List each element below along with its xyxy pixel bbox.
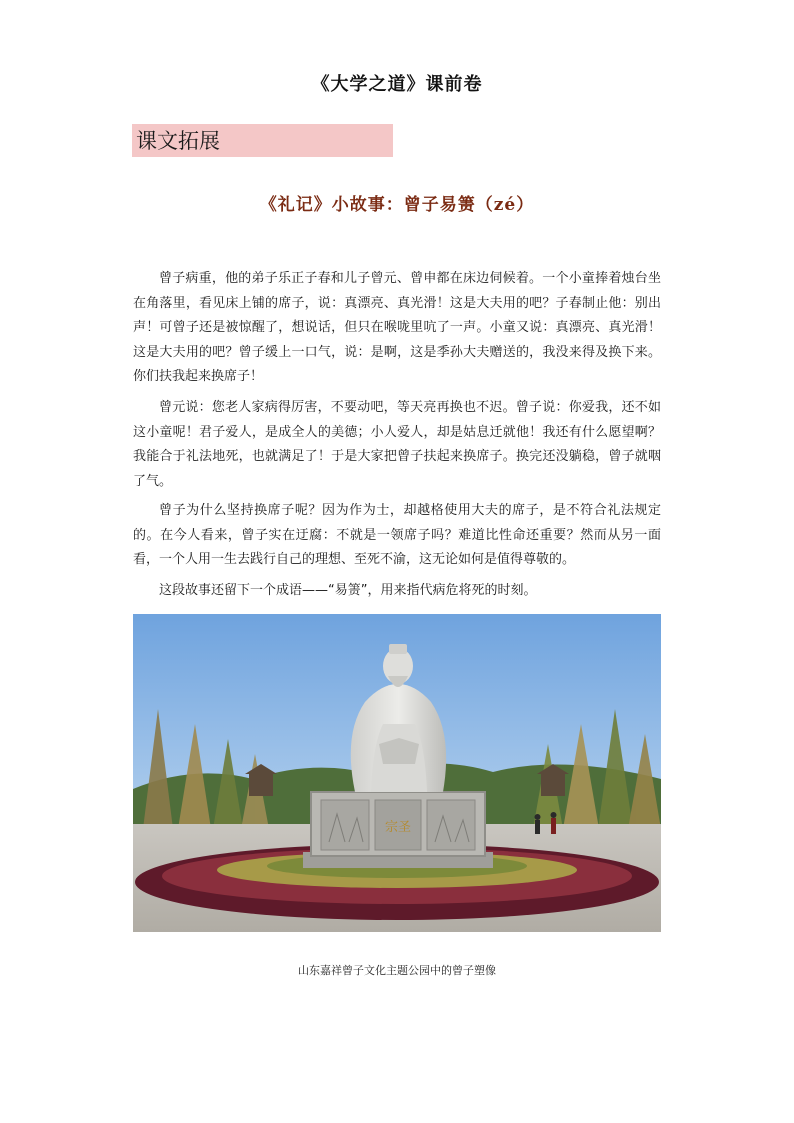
paragraph-2: 曾元说：您老人家病得厉害，不要动吧，等天亮再换也不迟。曾子说：你爱我，还不如这小童呢！君子爱人，是成全人的美德；小人爱人，却是姑息迁就他！我还有什么愿望啊？我能合于礼法地死，也就满足了！于是大家把曾子扶起来换席子。换完还没躺稳，曾子就咽了气。 [133,400,661,489]
story-heading: 《礼记》小故事：曾子易箦（zé） [259,195,535,215]
paragraph-1: 曾子病重，他的弟子乐正子春和儿子曾元、曾申都在床边伺候着。一个小童捧着烛台坐在角落里，看见床上铺的席子，说：真漂亮、真光滑！这是大夫用的吧？子春制止他：别出声！可曾子还是被惊醒了，想说话，但只在喉咙里吭了一声。小童又说：真漂亮、真光滑！这是大夫用的吧？曾子缓上一口气，说：是啊，这是季孙大夫赠送的，我没来得及换下来。你们扶我起来换席子！ [133,271,661,384]
document-title: 《大学之道》课前卷 [311,74,483,95]
statue-photo [133,614,661,932]
photo-caption: 山东嘉祥曾子文化主题公园中的曾子塑像 [298,964,496,977]
section-label-banner: 课文拓展 [132,124,393,157]
paragraph-4: 这段故事还留下一个成语——“易箦”，用来指代病危将死的时刻。 [159,583,537,598]
pedestal-inscription: 宗圣 [384,820,412,835]
paragraph-3: 曾子为什么坚持换席子呢？因为作为士，却越格使用大夫的席子，是不符合礼法规定的。在今人看来，曾子实在迂腐：不就是一领席子吗？难道比性命还重要？然而从另一面看，一个人用一生去践行自己的理想、至死不渝，这无论如何是值得尊敬的。 [133,503,661,567]
